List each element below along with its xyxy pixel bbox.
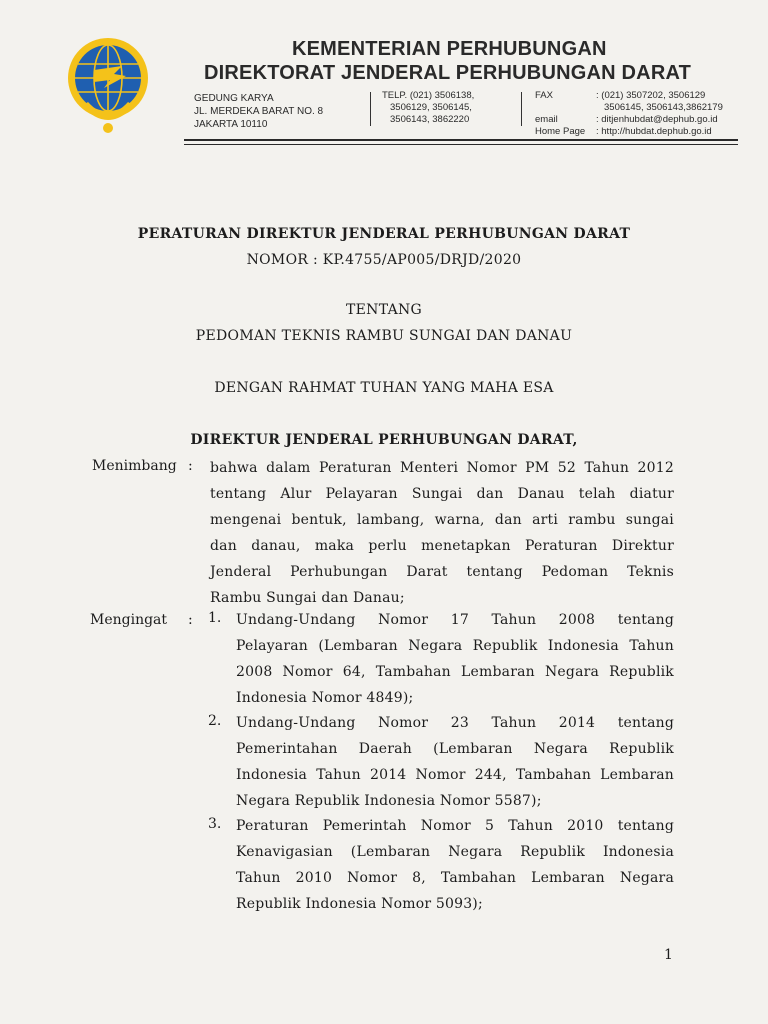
telephone-block: [382, 90, 474, 126]
contact-label: FAX: [535, 90, 553, 101]
about-heading: TENTANG: [345, 302, 423, 318]
text-line: mengenai bentuk, lambang, warna, dan arti rambu sungai: [210, 512, 674, 528]
address-block: [194, 92, 323, 131]
email-link[interactable]: : ditjenhubdat@dephub.go.id: [596, 114, 718, 125]
contact-labels: [535, 90, 585, 138]
text-line: Pemerintahan Daerah (Lembaran Negara Republik: [236, 741, 674, 757]
text-line: Undang-Undang Nomor 17 Tahun 2008 tentang: [236, 612, 674, 628]
regulation-title: PERATURAN DIREKTUR JENDERAL PERHUBUNGAN DARAT: [137, 226, 631, 242]
text-line: Tahun 2010 Nomor 8, Tambahan Lembaran Negara: [236, 870, 674, 886]
text-line: Jenderal Perhubungan Darat tentang Pedoman Teknis: [210, 564, 674, 580]
issuer-heading: DIREKTUR JENDERAL PERHUBUNGAN DARAT,: [190, 432, 578, 448]
text-line: Kenavigasian (Lembaran Negara Republik Indonesia: [236, 844, 674, 860]
colon: :: [188, 612, 193, 628]
text-line: 2008 Nomor 64, Tambahan Lembaran Negara Republik: [236, 664, 674, 680]
regulation-number: NOMOR : KP.4755/AP005/DRJD/2020: [246, 252, 522, 268]
institution-name-line1: KEMENTERIAN PERHUBUNGAN: [292, 38, 607, 60]
fax-value: 3506145, 3506143,3862179: [604, 102, 723, 113]
telephone-line: 3506129, 3506145,: [390, 102, 472, 113]
address-line: JL. MERDEKA BARAT NO. 8: [194, 106, 324, 117]
telephone-line: TELP. (021) 3506138,: [382, 90, 475, 101]
telephone-line: 3506143, 3862220: [390, 114, 470, 125]
text-line: Indonesia Tahun 2014 Nomor 244, Tambahan Lembaran: [236, 767, 674, 783]
text-line: Undang-Undang Nomor 23 Tahun 2014 tentang: [236, 715, 674, 731]
address-line: JAKARTA 10110: [194, 119, 268, 130]
preamble-phrase: DENGAN RAHMAT TUHAN YANG MAHA ESA: [214, 380, 554, 396]
menimbang-label: Menimbang: [92, 458, 177, 474]
list-number: 1.: [208, 610, 222, 626]
mengingat-label: Mengingat: [90, 612, 168, 628]
fax-value: : (021) 3507202, 3506129: [596, 90, 706, 101]
text-line: Peraturan Pemerintah Nomor 5 Tahun 2010 tentang: [236, 818, 674, 834]
page-number: 1: [664, 947, 673, 963]
text-line: Indonesia Nomor 4849);: [236, 690, 414, 706]
list-number: 2.: [208, 713, 222, 729]
text-line: Pelayaran (Lembaran Negara Republik Indonesia Tahun: [236, 638, 674, 654]
list-number: 3.: [208, 816, 222, 832]
text-line: tentang Alur Pelayaran Sungai dan Danau telah diatur: [210, 486, 674, 502]
list-item: [236, 813, 674, 917]
contact-label: [535, 102, 585, 114]
regulation-subject: PEDOMAN TEKNIS RAMBU SUNGAI DAN DANAU: [195, 328, 573, 344]
letterhead-rule: [184, 144, 738, 145]
list-item: [236, 710, 674, 814]
text-line: Republik Indonesia Nomor 5093);: [236, 896, 483, 912]
contact-values: [596, 90, 723, 138]
text-line: dan danau, maka perlu menetapkan Peraturan Direktur: [210, 538, 674, 554]
text-line: bahwa dalam Peraturan Menteri Nomor PM 52 Tahun 2012: [210, 460, 674, 476]
divider: [370, 92, 371, 126]
contact-label: email: [535, 114, 558, 125]
contact-label: Home Page: [535, 126, 586, 137]
address-line: GEDUNG KARYA: [194, 93, 274, 104]
text-line: Rambu Sungai dan Danau;: [210, 590, 405, 606]
text-line: Negara Republik Indonesia Nomor 5587);: [236, 793, 542, 809]
institution-name-line2: DIREKTORAT JENDERAL PERHUBUNGAN DARAT: [204, 62, 692, 84]
list-item: [236, 607, 674, 711]
colon: :: [188, 458, 193, 474]
ministry-logo-icon: [64, 36, 152, 136]
letterhead-rule: [184, 139, 738, 141]
homepage-link[interactable]: : http://hubdat.dephub.go.id: [596, 126, 712, 137]
divider: [521, 92, 522, 126]
